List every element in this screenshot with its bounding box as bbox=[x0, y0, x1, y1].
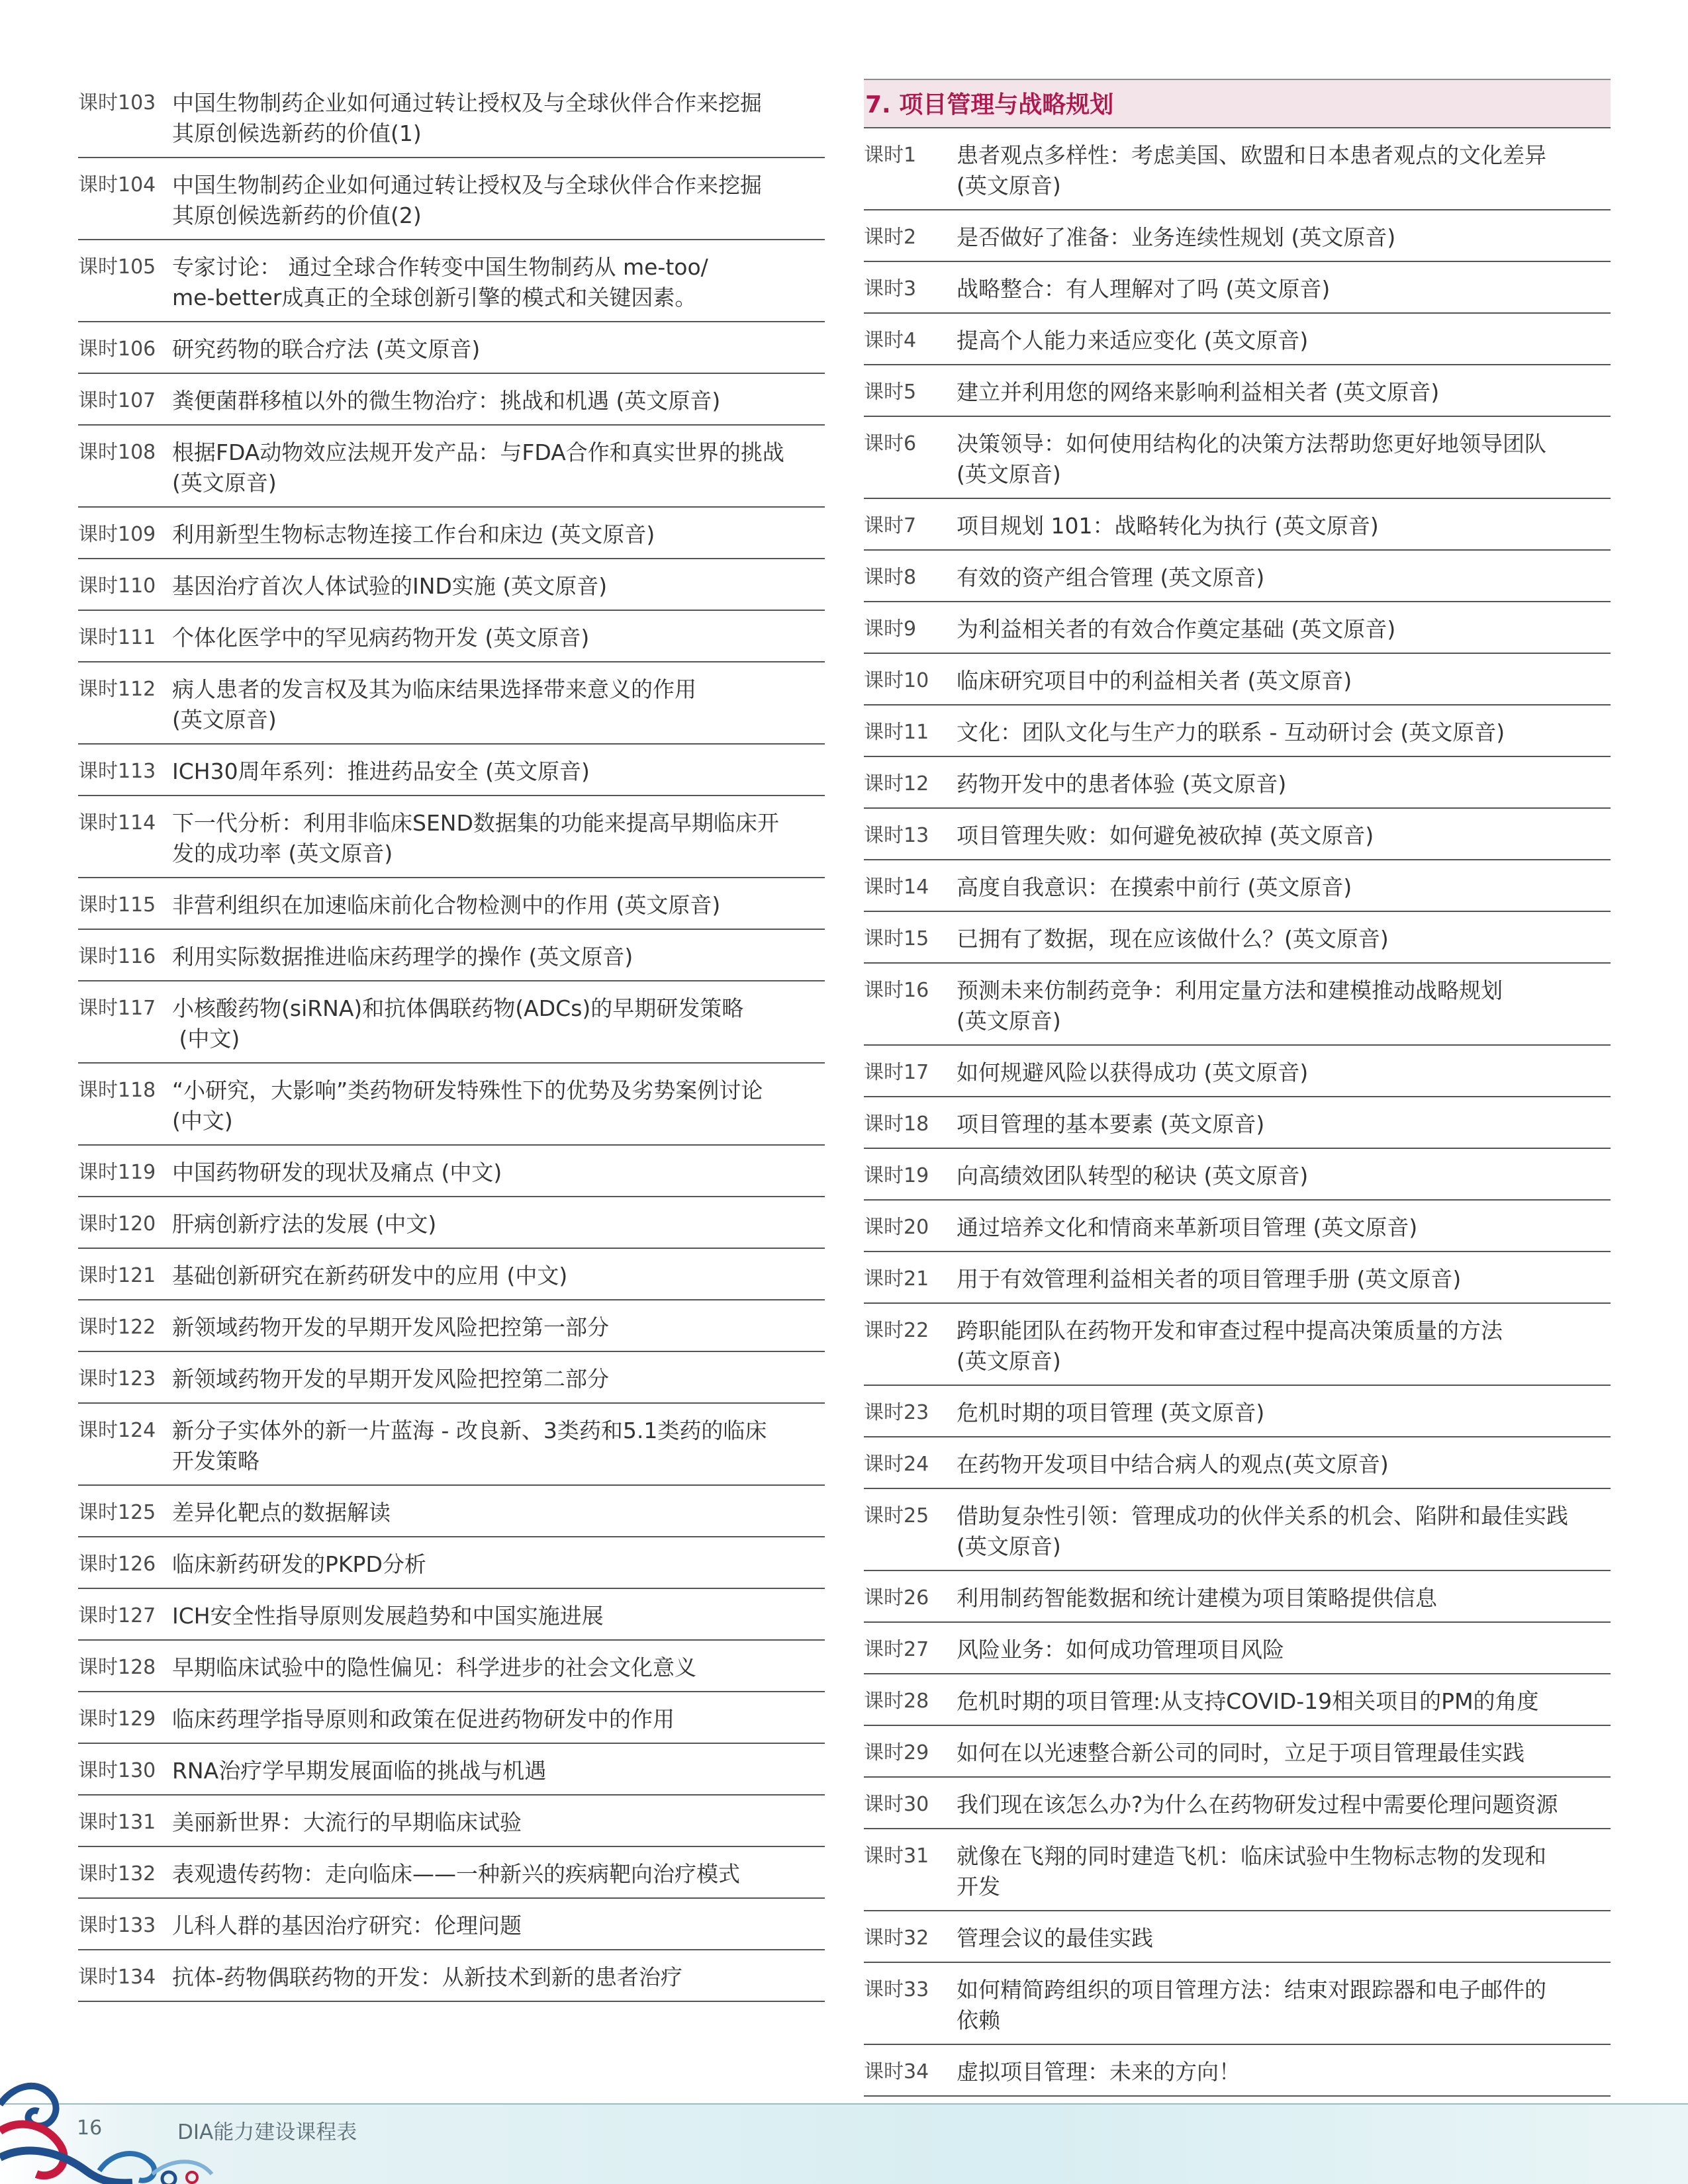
session-title-line: (中文) bbox=[172, 1108, 233, 1134]
session-title bbox=[957, 1841, 1611, 1902]
session-title-line: (英文原音) bbox=[172, 707, 277, 733]
session-number: 课时10 bbox=[864, 669, 929, 692]
session-title bbox=[172, 1261, 825, 1291]
session-row bbox=[864, 1963, 1611, 2045]
session-row bbox=[78, 76, 825, 158]
document-title: DIA能力建设课程表 bbox=[177, 2120, 357, 2144]
session-title bbox=[172, 1601, 825, 1631]
session-number: 课时104 bbox=[78, 173, 156, 197]
session-title bbox=[957, 429, 1611, 490]
session-title-line: 我们现在该怎么办?为什么在药物研发过程中需要伦理问题资源 bbox=[957, 1792, 1558, 1817]
session-number: 课时17 bbox=[864, 1061, 929, 1084]
session-row bbox=[78, 745, 825, 796]
session-title bbox=[172, 437, 825, 498]
session-row bbox=[864, 1046, 1611, 1097]
session-title bbox=[957, 1583, 1611, 1614]
session-number: 课时24 bbox=[864, 1453, 929, 1476]
session-number: 课时134 bbox=[78, 1966, 156, 1989]
session-title bbox=[172, 942, 825, 972]
session-number: 课时5 bbox=[864, 381, 917, 404]
session-title-line: 利用实际数据推进临床药理学的操作 (英文原音) bbox=[172, 944, 633, 970]
session-row bbox=[864, 912, 1611, 964]
session-number: 课时14 bbox=[864, 876, 929, 899]
session-title bbox=[957, 511, 1611, 541]
session-title-line: 已拥有了数据，现在应该做什么？(英文原音) bbox=[957, 926, 1389, 952]
session-title-line: 下一代分析：利用非临床SEND数据集的功能来提高早期临床开 bbox=[172, 810, 779, 836]
session-title-line: 危机时期的项目管理 (英文原音) bbox=[957, 1400, 1265, 1426]
session-number: 课时107 bbox=[78, 389, 156, 412]
session-title bbox=[957, 1264, 1611, 1295]
session-title-line: (英文原音) bbox=[957, 1533, 1061, 1559]
session-row bbox=[78, 1197, 825, 1249]
session-row bbox=[864, 417, 1611, 499]
session-number: 课时1 bbox=[864, 144, 917, 167]
session-title-line: 基因治疗首次人体试验的IND实施 (英文原音) bbox=[172, 573, 608, 599]
session-number: 课时13 bbox=[864, 824, 929, 847]
session-number: 课时119 bbox=[78, 1161, 156, 1184]
session-number: 课时4 bbox=[864, 329, 917, 352]
page-number: 16 bbox=[77, 2116, 103, 2140]
session-title-line: 美丽新世界：大流行的早期临床试验 bbox=[172, 1809, 522, 1835]
session-title bbox=[172, 1704, 825, 1735]
session-title-line: 建立并利用您的网络来影响利益相关者 (英文原音) bbox=[957, 379, 1440, 405]
session-title-line: 跨职能团队在药物开发和审查过程中提高决策质量的方法 bbox=[957, 1318, 1503, 1343]
session-title bbox=[172, 1209, 825, 1240]
session-row bbox=[78, 322, 825, 374]
session-number: 课时16 bbox=[864, 979, 929, 1002]
session-title bbox=[957, 2057, 1611, 2087]
session-title-line: 高度自我意识：在摸索中前行 (英文原音) bbox=[957, 874, 1352, 900]
session-row bbox=[864, 1778, 1611, 1829]
session-row bbox=[864, 1623, 1611, 1674]
session-title-line: 在药物开发项目中结合病人的观点(英文原音) bbox=[957, 1451, 1389, 1477]
session-title-line: 提高个人能力来适应变化 (英文原音) bbox=[957, 328, 1309, 353]
session-title-line: 向高绩效团队转型的秘诀 (英文原音) bbox=[957, 1163, 1309, 1189]
session-title-line: 临床药理学指导原则和政策在促进药物研发中的作用 bbox=[172, 1706, 675, 1732]
session-title bbox=[957, 1109, 1611, 1140]
session-row bbox=[864, 365, 1611, 417]
session-row bbox=[864, 705, 1611, 757]
session-number: 课时127 bbox=[78, 1604, 156, 1627]
session-number: 课时129 bbox=[78, 1707, 156, 1731]
session-title-line: 项目管理失败：如何避免被砍掉 (英文原音) bbox=[957, 823, 1374, 848]
session-number: 课时3 bbox=[864, 277, 917, 300]
session-title bbox=[172, 756, 825, 787]
session-row bbox=[78, 1950, 825, 2002]
session-title-line: 抗体-药物偶联药物的开发：从新技术到新的患者治疗 bbox=[172, 1964, 682, 1990]
session-number: 课时32 bbox=[864, 1927, 929, 1950]
session-title bbox=[957, 326, 1611, 356]
session-title-line: 利用新型生物标志物连接工作台和床边 (英文原音) bbox=[172, 522, 655, 547]
session-title-line: me-better成真正的全球创新引擎的模式和关键因素。 bbox=[172, 285, 697, 310]
session-number: 课时34 bbox=[864, 2060, 929, 2083]
session-title-line: “小研究，大影响”类药物研发特殊性下的优势及劣势案例讨论 bbox=[172, 1077, 763, 1103]
session-number: 课时108 bbox=[78, 441, 156, 464]
session-title bbox=[172, 170, 825, 231]
session-title-line: 是否做好了准备：业务连续性规划 (英文原音) bbox=[957, 224, 1396, 250]
session-row bbox=[864, 1571, 1611, 1623]
session-title-line: 新分子实体外的新一片蓝海 - 改良新、3类药和5.1类药的临床 bbox=[172, 1418, 767, 1443]
session-title bbox=[172, 808, 825, 869]
session-title bbox=[957, 1686, 1611, 1717]
session-title-line: 根据FDA动物效应法规开发产品：与FDA合作和真实世界的挑战 bbox=[172, 439, 784, 465]
session-title-line: 个体化医学中的罕见病药物开发 (英文原音) bbox=[172, 625, 590, 651]
session-title-line: 项目管理的基本要素 (英文原音) bbox=[957, 1111, 1265, 1137]
session-row bbox=[864, 1201, 1611, 1252]
session-number: 课时8 bbox=[864, 566, 917, 589]
session-title-line: 基础创新研究在新药研发中的应用 (中文) bbox=[172, 1263, 568, 1289]
session-number: 课时25 bbox=[864, 1504, 929, 1527]
session-title bbox=[957, 614, 1611, 645]
session-row bbox=[78, 559, 825, 611]
session-number: 课时132 bbox=[78, 1862, 156, 1886]
session-number: 课时28 bbox=[864, 1690, 929, 1713]
session-title bbox=[957, 274, 1611, 304]
session-row bbox=[78, 158, 825, 240]
session-title-line: 有效的资产组合管理 (英文原音) bbox=[957, 565, 1265, 590]
session-number: 课时31 bbox=[864, 1844, 929, 1868]
session-title-line: RNA治疗学早期发展面临的挑战与机遇 bbox=[172, 1758, 547, 1784]
session-title-line: 如何精简跨组织的项目管理方法：结束对跟踪器和电子邮件的 bbox=[957, 1977, 1546, 2003]
session-title bbox=[957, 1212, 1611, 1243]
session-row bbox=[78, 374, 825, 426]
session-row bbox=[864, 757, 1611, 809]
session-title-line: 为利益相关者的有效合作奠定基础 (英文原音) bbox=[957, 616, 1396, 642]
session-title bbox=[957, 1923, 1611, 1954]
session-number: 课时33 bbox=[864, 1978, 929, 2001]
session-number: 课时21 bbox=[864, 1267, 929, 1291]
session-row bbox=[864, 551, 1611, 602]
session-row bbox=[78, 426, 825, 508]
session-title-line: 早期临床试验中的隐性偏见：科学进步的社会文化意义 bbox=[172, 1655, 696, 1680]
session-number: 课时106 bbox=[78, 338, 156, 361]
session-title bbox=[172, 1498, 825, 1528]
session-row bbox=[78, 1744, 825, 1796]
session-title-line: 儿科人群的基因治疗研究：伦理问题 bbox=[172, 1913, 522, 1938]
session-title-line: (英文原音) bbox=[172, 470, 277, 496]
session-row bbox=[864, 262, 1611, 314]
left-session-list bbox=[78, 76, 825, 2002]
session-title-line: 借助复杂性引领：管理成功的伙伴关系的机会、陷阱和最佳实践 bbox=[957, 1503, 1568, 1529]
session-title-line: (英文原音) bbox=[957, 173, 1061, 199]
session-title bbox=[172, 1549, 825, 1580]
session-row bbox=[864, 1437, 1611, 1489]
session-title bbox=[957, 1398, 1611, 1428]
right-column bbox=[864, 76, 1611, 2148]
session-row bbox=[864, 964, 1611, 1046]
session-title bbox=[172, 571, 825, 602]
session-title bbox=[172, 1807, 825, 1838]
session-title bbox=[957, 1449, 1611, 1480]
session-row bbox=[78, 1899, 825, 1950]
session-title-line: (英文原音) bbox=[957, 1008, 1061, 1034]
session-title-line: 文化：团队文化与生产力的联系 - 互动研讨会 (英文原音) bbox=[957, 719, 1505, 745]
session-title bbox=[172, 88, 825, 149]
session-number: 课时27 bbox=[864, 1638, 929, 1661]
session-row bbox=[78, 1300, 825, 1352]
session-title bbox=[957, 377, 1611, 408]
session-title bbox=[957, 924, 1611, 954]
session-number: 课时124 bbox=[78, 1419, 156, 1442]
session-row bbox=[78, 1589, 825, 1641]
session-number: 课时26 bbox=[864, 1586, 929, 1610]
session-title bbox=[172, 520, 825, 550]
session-title bbox=[172, 1364, 825, 1394]
session-title-line: 决策领导：如何使用结构化的决策方法帮助您更好地领导团队 bbox=[957, 431, 1546, 457]
session-title-line: 利用制药智能数据和统计建模为项目策略提供信息 bbox=[957, 1585, 1437, 1611]
session-title-line: 小核酸药物(siRNA)和抗体偶联药物(ADCs)的早期研发策略 bbox=[172, 995, 744, 1021]
session-title bbox=[957, 976, 1611, 1036]
session-title-line: 依赖 bbox=[957, 2007, 1000, 2033]
session-row bbox=[864, 499, 1611, 551]
session-title bbox=[172, 1075, 825, 1136]
session-row bbox=[78, 1146, 825, 1197]
session-row bbox=[78, 878, 825, 930]
session-title bbox=[957, 1635, 1611, 1665]
session-row bbox=[864, 809, 1611, 860]
session-row bbox=[864, 1726, 1611, 1778]
session-title bbox=[957, 563, 1611, 593]
session-title bbox=[957, 1316, 1611, 1377]
right-session-list bbox=[864, 128, 1611, 2148]
session-row bbox=[864, 860, 1611, 912]
session-title bbox=[957, 769, 1611, 799]
session-title-line: 研究药物的联合疗法 (英文原音) bbox=[172, 336, 481, 362]
session-title bbox=[172, 334, 825, 365]
session-title-line: 表观遗传药物：走向临床——一种新兴的疾病靶向治疗模式 bbox=[172, 1861, 740, 1887]
session-title bbox=[957, 872, 1611, 903]
session-row bbox=[864, 1829, 1611, 1911]
session-row bbox=[864, 1097, 1611, 1149]
session-row bbox=[864, 210, 1611, 262]
session-title-line: 风险业务：如何成功管理项目风险 bbox=[957, 1637, 1284, 1662]
session-title-line: 新领域药物开发的早期开发风险把控第一部分 bbox=[172, 1314, 609, 1340]
session-row bbox=[864, 2045, 1611, 2097]
session-title bbox=[172, 252, 825, 313]
session-title-line: (中文) bbox=[172, 1026, 240, 1052]
session-title bbox=[172, 1911, 825, 1941]
session-title-line: 临床新药研发的PKPD分析 bbox=[172, 1551, 426, 1577]
session-title bbox=[957, 222, 1611, 253]
session-number: 课时115 bbox=[78, 893, 156, 917]
session-row bbox=[78, 1692, 825, 1744]
session-title-line: 新领域药物开发的早期开发风险把控第二部分 bbox=[172, 1366, 609, 1392]
session-row bbox=[864, 1911, 1611, 1963]
session-row bbox=[78, 1404, 825, 1486]
session-title-line: 病人患者的发言权及其为临床结果选择带来意义的作用 bbox=[172, 676, 696, 702]
session-row bbox=[78, 1249, 825, 1300]
session-title bbox=[957, 140, 1611, 201]
session-row bbox=[864, 1149, 1611, 1201]
session-number: 课时11 bbox=[864, 721, 929, 744]
session-title-line: 就像在飞翔的同时建造飞机：临床试验中生物标志物的发现和 bbox=[957, 1843, 1546, 1869]
session-number: 课时2 bbox=[864, 226, 917, 249]
session-number: 课时15 bbox=[864, 927, 929, 950]
session-title-line: 临床研究项目中的利益相关者 (英文原音) bbox=[957, 668, 1352, 694]
session-number: 课时12 bbox=[864, 772, 929, 796]
session-title-line: 发的成功率 (英文原音) bbox=[172, 841, 393, 866]
session-title bbox=[957, 1738, 1611, 1768]
session-title bbox=[957, 1161, 1611, 1191]
session-number: 课时117 bbox=[78, 997, 156, 1020]
session-title-line: 预测未来仿制药竞争：利用定量方法和建模推动战略规划 bbox=[957, 978, 1503, 1003]
session-row bbox=[864, 1489, 1611, 1571]
session-number: 课时6 bbox=[864, 432, 917, 455]
session-title-line: (英文原音) bbox=[957, 461, 1061, 487]
session-title-line: 如何规避风险以获得成功 (英文原音) bbox=[957, 1060, 1309, 1085]
session-row bbox=[864, 128, 1611, 210]
session-row bbox=[78, 240, 825, 322]
session-title-line: 非营利组织在加速临床前化合物检测中的作用 (英文原音) bbox=[172, 892, 721, 918]
session-number: 课时121 bbox=[78, 1264, 156, 1287]
session-number: 课时112 bbox=[78, 678, 156, 701]
session-title bbox=[957, 666, 1611, 696]
session-title-line: ICH30周年系列：推进药品安全 (英文原音) bbox=[172, 758, 590, 784]
session-number: 课时110 bbox=[78, 574, 156, 598]
session-row bbox=[864, 1674, 1611, 1726]
session-number: 课时111 bbox=[78, 626, 156, 649]
session-title bbox=[172, 1653, 825, 1683]
session-title bbox=[172, 1312, 825, 1343]
session-row bbox=[78, 662, 825, 745]
session-title-line: 管理会议的最佳实践 bbox=[957, 1925, 1153, 1951]
session-title bbox=[172, 386, 825, 416]
session-number: 课时125 bbox=[78, 1501, 156, 1524]
session-number: 课时130 bbox=[78, 1759, 156, 1782]
session-number: 课时131 bbox=[78, 1811, 156, 1834]
session-number: 课时103 bbox=[78, 91, 156, 114]
session-title bbox=[957, 1501, 1611, 1562]
session-title-line: 中国生物制药企业如何通过转让授权及与全球伙伴合作来挖掘 bbox=[172, 90, 762, 116]
session-number: 课时122 bbox=[78, 1316, 156, 1339]
session-number: 课时18 bbox=[864, 1113, 929, 1136]
session-title-line: 通过培养文化和情商来革新项目管理 (英文原音) bbox=[957, 1214, 1418, 1240]
session-number: 课时126 bbox=[78, 1553, 156, 1576]
session-title-line: 如何在以光速整合新公司的同时，立足于项目管理最佳实践 bbox=[957, 1740, 1524, 1766]
session-number: 课时116 bbox=[78, 945, 156, 968]
session-row bbox=[78, 1486, 825, 1537]
session-title-line: 开发 bbox=[957, 1874, 1000, 1899]
session-title bbox=[957, 1975, 1611, 2036]
session-number: 课时123 bbox=[78, 1367, 156, 1390]
session-title-line: 危机时期的项目管理:从支持COVID-19相关项目的PM的角度 bbox=[957, 1688, 1539, 1714]
session-number: 课时29 bbox=[864, 1741, 929, 1764]
session-row bbox=[78, 930, 825, 981]
session-title-line: 专家讨论： 通过全球合作转变中国生物制药从 me-too/ bbox=[172, 254, 708, 280]
session-row bbox=[78, 796, 825, 878]
session-number: 课时109 bbox=[78, 523, 156, 546]
session-title bbox=[957, 1790, 1611, 1820]
session-title bbox=[957, 1058, 1611, 1088]
session-title bbox=[172, 993, 825, 1054]
session-title bbox=[172, 1962, 825, 1993]
session-number: 课时128 bbox=[78, 1656, 156, 1679]
session-number: 课时114 bbox=[78, 811, 156, 835]
session-title-line: 肝病创新疗法的发展 (中文) bbox=[172, 1211, 437, 1237]
session-title-line: 用于有效管理利益相关者的项目管理手册 (英文原音) bbox=[957, 1266, 1462, 1292]
session-title-line: (英文原音) bbox=[957, 1348, 1061, 1374]
session-title bbox=[957, 821, 1611, 851]
session-title bbox=[172, 1416, 825, 1477]
session-row bbox=[864, 1386, 1611, 1437]
session-row bbox=[864, 314, 1611, 365]
session-number: 课时113 bbox=[78, 760, 156, 783]
session-title-line: 其原创候选新药的价值(1) bbox=[172, 120, 422, 146]
session-row bbox=[78, 1847, 825, 1899]
session-number: 课时20 bbox=[864, 1216, 929, 1239]
session-title bbox=[172, 890, 825, 921]
session-title-line: 虚拟项目管理：未来的方向！ bbox=[957, 2059, 1241, 2085]
session-title bbox=[172, 1756, 825, 1786]
session-number: 课时23 bbox=[864, 1401, 929, 1424]
session-title-line: 药物开发中的患者体验 (英文原音) bbox=[957, 771, 1287, 797]
session-row bbox=[78, 1537, 825, 1589]
session-row bbox=[864, 654, 1611, 705]
session-title bbox=[172, 623, 825, 653]
session-title-line: ICH安全性指导原则发展趋势和中国实施进展 bbox=[172, 1603, 604, 1629]
session-title-line: 中国药物研发的现状及痛点 (中文) bbox=[172, 1160, 502, 1185]
session-number: 课时9 bbox=[864, 617, 917, 641]
session-row bbox=[864, 602, 1611, 654]
session-row bbox=[864, 1252, 1611, 1304]
session-row bbox=[78, 611, 825, 662]
session-row bbox=[864, 1304, 1611, 1386]
session-title-line: 粪便菌群移植以外的微生物治疗：挑战和机遇 (英文原音) bbox=[172, 388, 721, 414]
session-number: 课时7 bbox=[864, 514, 917, 537]
section-heading: 7. 项目管理与战略规划 bbox=[864, 79, 1611, 128]
session-title-line: 患者观点多样性：考虑美国、欧盟和日本患者观点的文化差异 bbox=[957, 142, 1546, 168]
session-number: 课时105 bbox=[78, 255, 156, 279]
session-title bbox=[172, 674, 825, 735]
session-row bbox=[78, 1796, 825, 1847]
session-number: 课时22 bbox=[864, 1319, 929, 1342]
session-title-line: 差异化靶点的数据解读 bbox=[172, 1500, 391, 1525]
session-title-line: 战略整合：有人理解对了吗 (英文原音) bbox=[957, 276, 1331, 302]
session-title bbox=[172, 1158, 825, 1188]
session-number: 课时120 bbox=[78, 1212, 156, 1236]
session-row bbox=[78, 981, 825, 1064]
session-number: 课时118 bbox=[78, 1079, 156, 1102]
session-title bbox=[172, 1859, 825, 1889]
left-column bbox=[78, 76, 825, 2002]
session-number: 课时19 bbox=[864, 1164, 929, 1187]
session-row bbox=[78, 508, 825, 559]
session-title bbox=[957, 717, 1611, 748]
session-row bbox=[78, 1064, 825, 1146]
session-number: 课时133 bbox=[78, 1914, 156, 1937]
session-title-line: 中国生物制药企业如何通过转让授权及与全球伙伴合作来挖掘 bbox=[172, 172, 762, 198]
session-title-line: 开发策略 bbox=[172, 1448, 259, 1474]
session-title-line: 项目规划 101：战略转化为执行 (英文原音) bbox=[957, 513, 1379, 539]
session-title-line: 其原创候选新药的价值(2) bbox=[172, 203, 422, 228]
session-row bbox=[78, 1641, 825, 1692]
session-row bbox=[78, 1352, 825, 1404]
session-number: 课时30 bbox=[864, 1793, 929, 1816]
